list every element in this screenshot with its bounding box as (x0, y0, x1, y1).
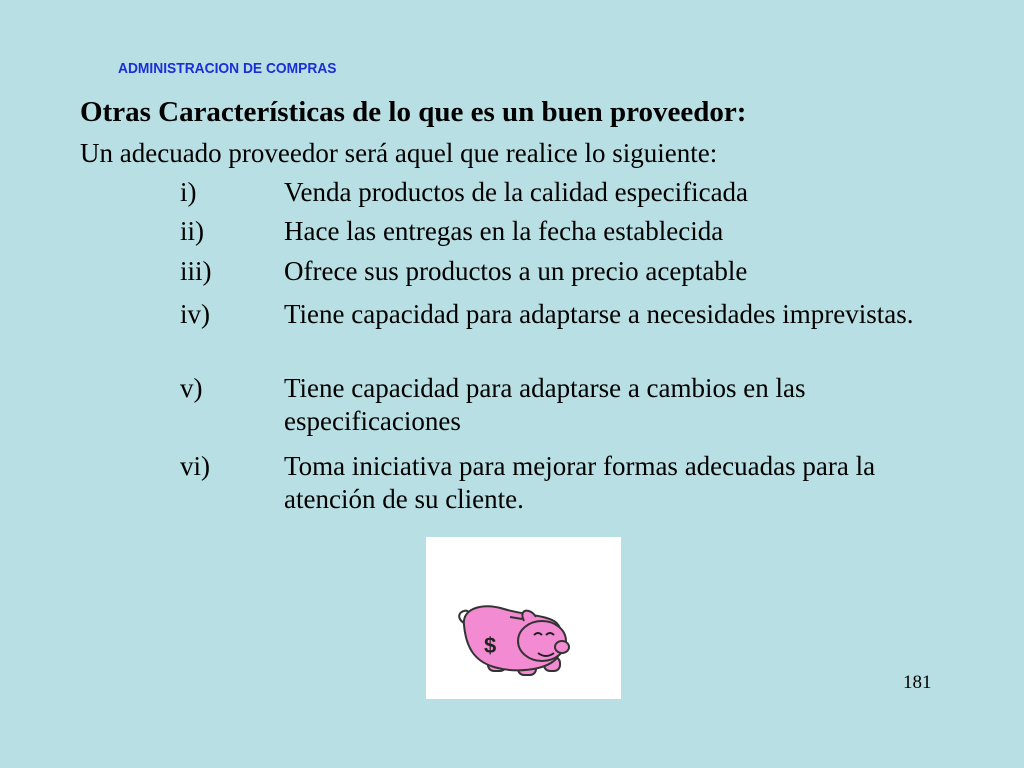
list-item-text: Toma iniciativa para mejorar formas adecuadas para la atención de su cliente. (284, 451, 876, 514)
list-item-number: v) (180, 373, 203, 403)
list-item-text: Venda productos de la calidad especificada (284, 177, 749, 207)
slide-title: Otras Características de lo que es un buen proveedor: (80, 96, 747, 128)
list-item-number: vi) (180, 451, 210, 481)
list-item-number: iv) (180, 299, 210, 329)
page-number: 181 (903, 672, 932, 693)
list-item-text: Ofrece sus productos a un precio aceptable (284, 256, 748, 286)
list-item-text: Tiene capacidad para adaptarse a necesidades imprevistas. (284, 299, 914, 329)
list-item-number: iii) (180, 256, 212, 286)
list-item-number: i) (180, 177, 197, 207)
list-item-text: Tiene capacidad para adaptarse a cambios en las especificaciones (284, 373, 806, 436)
svg-text:$: $ (484, 633, 497, 658)
slide-header: ADMINISTRACION DE COMPRAS (118, 60, 337, 77)
piggy-bank-clipart (426, 537, 621, 699)
list-item-number: ii) (180, 216, 204, 246)
list-item-text: Hace las entregas en la fecha establecida (284, 216, 724, 246)
piggy-bank-icon (426, 537, 621, 699)
intro-text: Un adecuado proveedor será aquel que realice lo siguiente: (80, 138, 718, 168)
